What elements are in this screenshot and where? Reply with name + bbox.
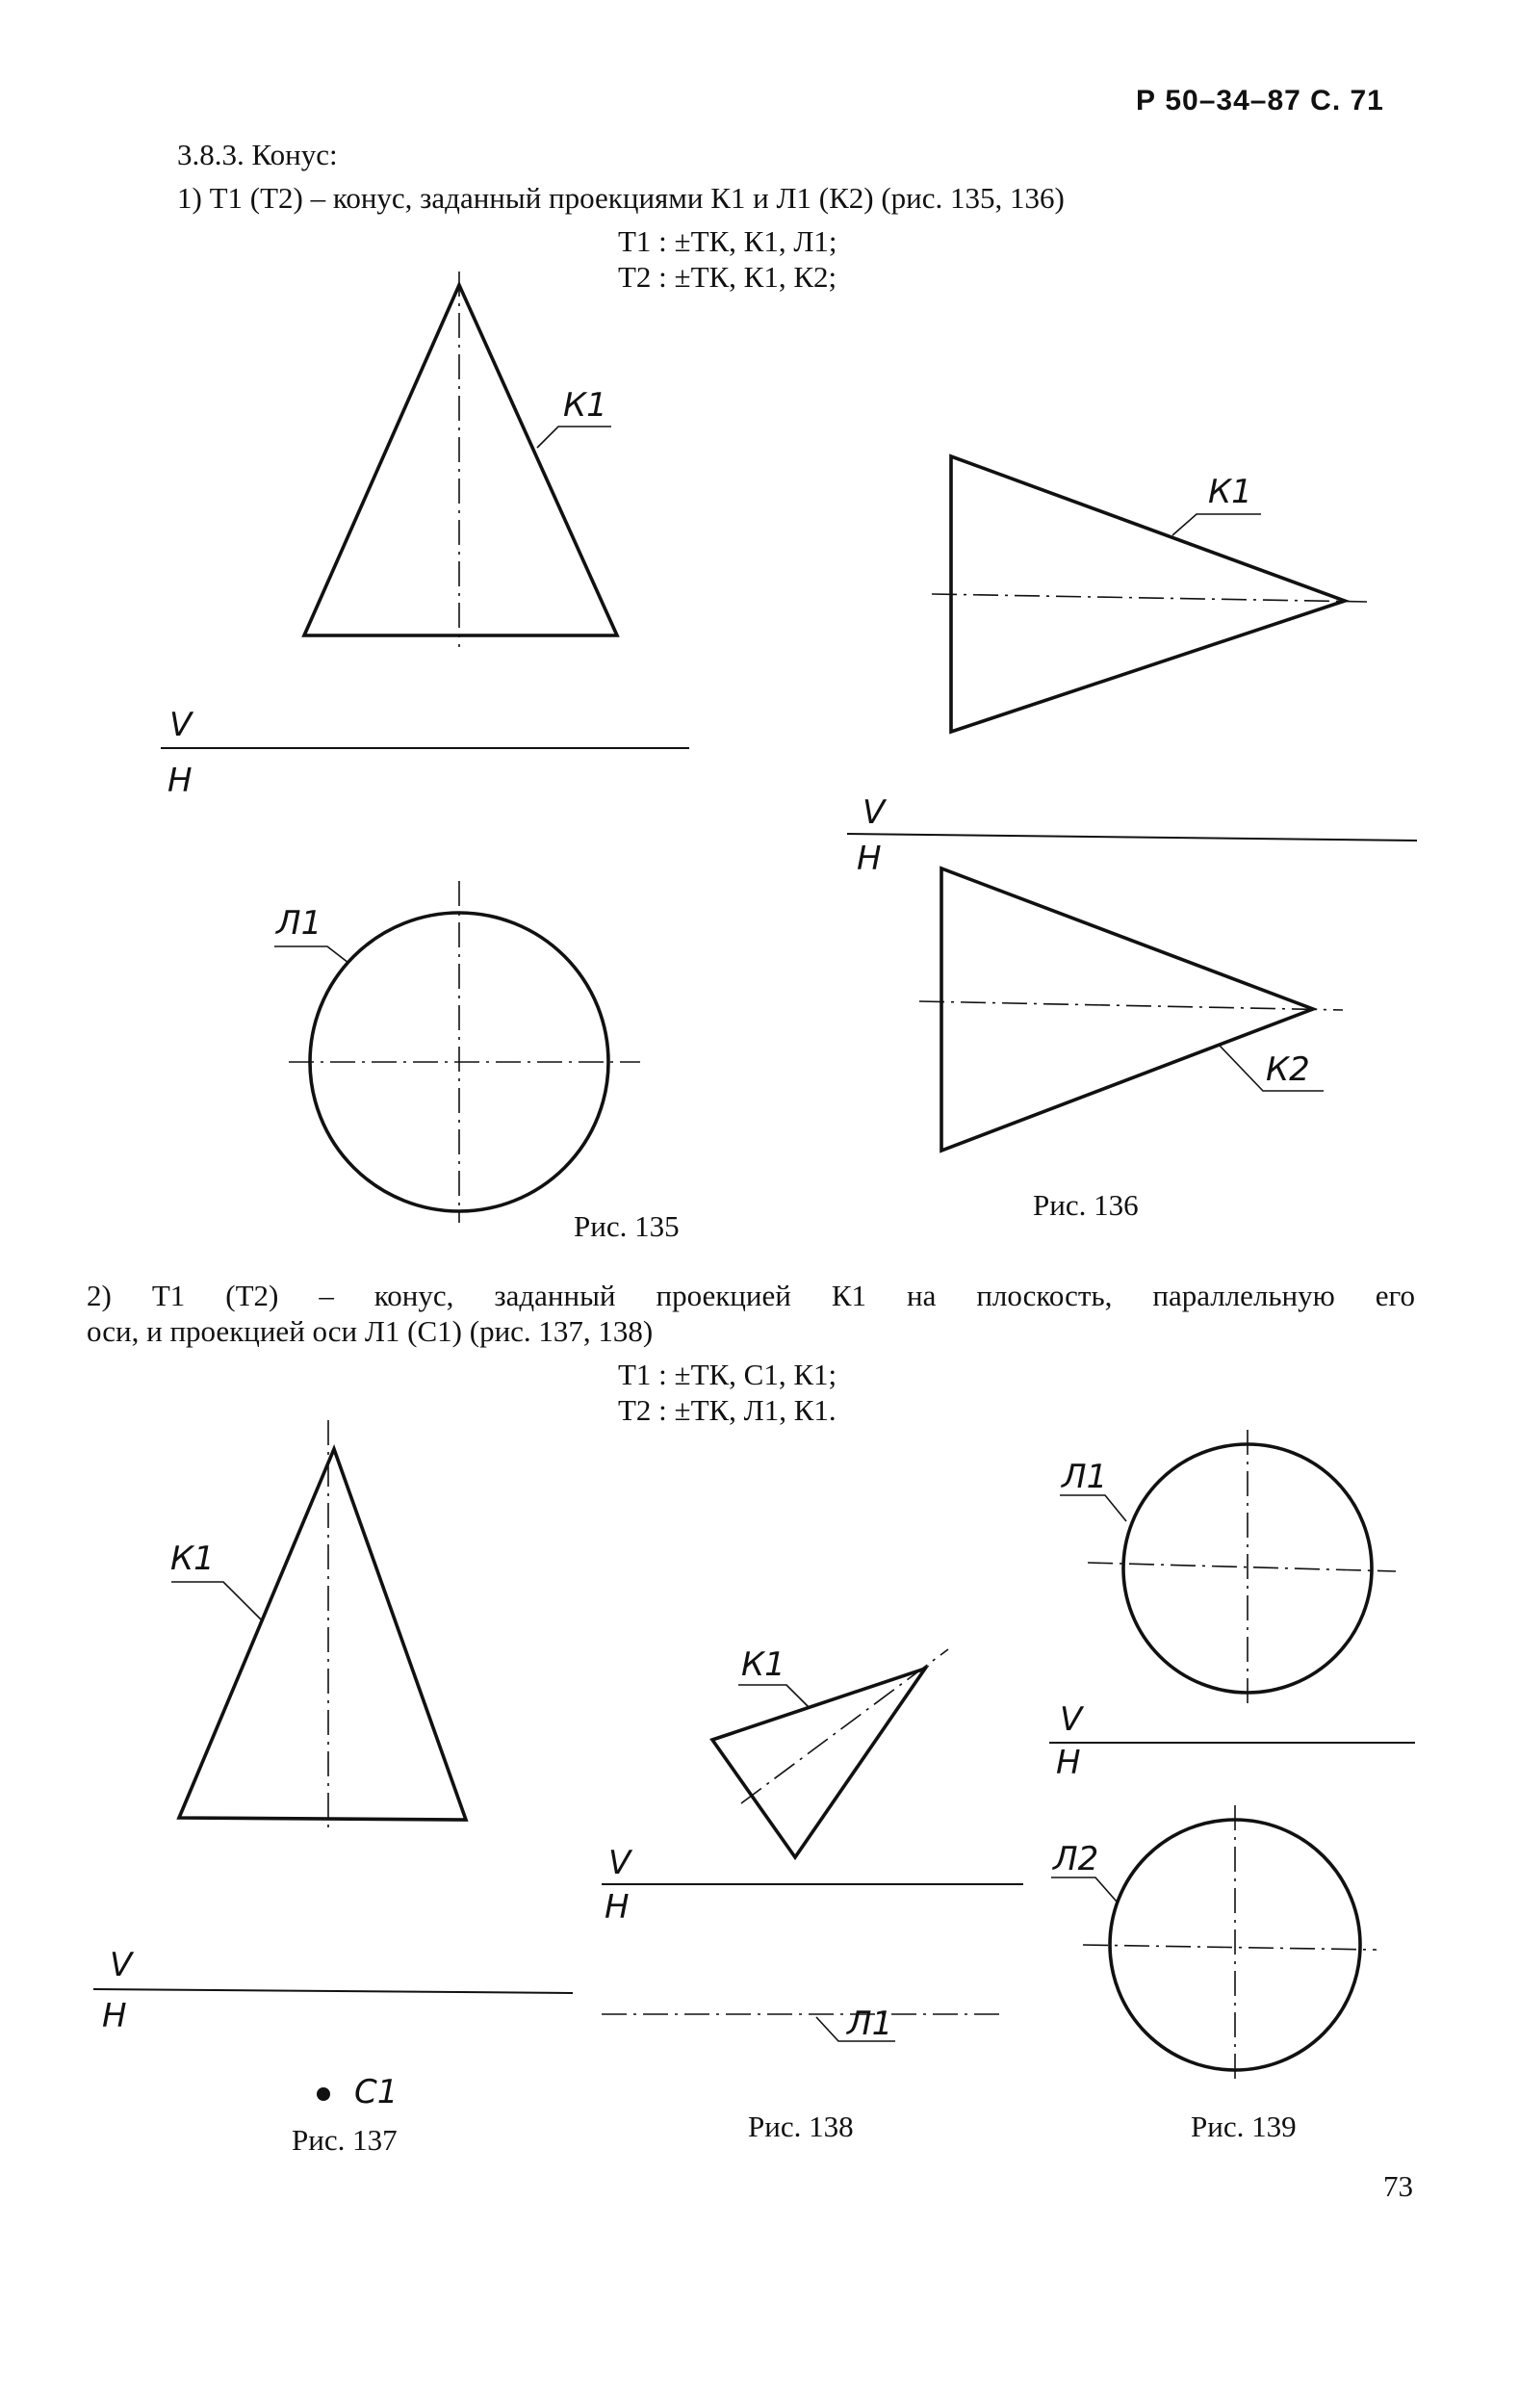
- fig135-k1-leader: [537, 427, 611, 448]
- item2-formula-1: Т1 : ±ТК, С1, К1;: [618, 1358, 837, 1391]
- fig136-cone-k1: [951, 456, 1345, 732]
- fig136-caption: Рис. 136: [1033, 1188, 1139, 1222]
- running-header: Р 50–34–87 С. 71: [1136, 85, 1384, 117]
- fig136-k1-axis: [932, 594, 1367, 602]
- fig139-l2-leader: [1051, 1877, 1117, 1902]
- fig139-label-l2: Л2: [1053, 1840, 1099, 1878]
- section-heading: 3.8.3. Конус:: [177, 138, 338, 171]
- fig139-label-l1: Л1: [1062, 1458, 1108, 1496]
- fig138-label-h: H: [605, 1888, 630, 1927]
- item1-text: 1) Т1 (Т2) – конус, заданный проекциями К1 и Л1 (К2) (рис. 135, 136): [177, 181, 1065, 215]
- fig136-cone-k2: [941, 868, 1313, 1151]
- figure-138: [602, 1645, 1023, 2043]
- figure-135: [161, 272, 689, 1223]
- item2-text-line1: 2) Т1 (Т2) – конус, заданный проекцией К1 на плоскость, параллельную его: [87, 1279, 1415, 1312]
- fig137-point-c1: [317, 2087, 330, 2101]
- fig137-label-k1: К1: [170, 1540, 215, 1578]
- fig136-label-v: V: [862, 793, 886, 832]
- fig135-l1-leader: [274, 946, 348, 963]
- fig137-cone-triangle: [179, 1449, 466, 1820]
- figure-136: [847, 456, 1417, 1151]
- fig138-label-l1: Л1: [847, 2005, 893, 2043]
- fig136-label-k1: К1: [1208, 473, 1252, 511]
- fig137-label-v: V: [110, 1946, 133, 1984]
- fig136-label-k2: К2: [1266, 1050, 1310, 1089]
- fig135-label-h: H: [167, 762, 193, 800]
- fig139-l1-leader: [1060, 1495, 1126, 1521]
- fig137-caption: Рис. 137: [292, 2123, 398, 2157]
- fig136-vh-line: [847, 834, 1417, 841]
- fig135-label-v: V: [169, 706, 193, 744]
- fig138-label-k1: К1: [741, 1645, 785, 1684]
- fig136-label-h: H: [857, 840, 882, 878]
- fig139-label-h: H: [1056, 1744, 1081, 1782]
- fig139-l1-horizontal-axis: [1088, 1563, 1396, 1571]
- fig137-k1-leader: [171, 1582, 262, 1620]
- fig136-k1-leader: [1172, 514, 1261, 535]
- fig135-label-l1: Л1: [276, 904, 322, 943]
- fig139-caption: Рис. 139: [1191, 2110, 1297, 2143]
- fig137-vh-line: [93, 1989, 573, 1993]
- fig135-cone-triangle: [304, 285, 617, 635]
- item2-formula-2: Т2 : ±ТК, Л1, К1.: [618, 1393, 837, 1427]
- fig138-caption: Рис. 138: [748, 2110, 854, 2143]
- fig139-label-v: V: [1060, 1700, 1083, 1739]
- item2-text-line2: оси, и проекцией оси Л1 (С1) (рис. 137, 138): [87, 1314, 654, 1348]
- fig139-l2-horizontal-axis: [1083, 1945, 1377, 1950]
- item1-formula-2: Т2 : ±ТК, К1, К2;: [618, 260, 837, 294]
- fig138-label-v: V: [608, 1844, 631, 1882]
- page-number: 73: [1383, 2169, 1413, 2203]
- figure-137: [93, 1420, 573, 2111]
- fig136-k2-axis: [919, 1001, 1343, 1010]
- fig138-k1-leader: [738, 1685, 809, 1707]
- fig135-label-k1: К1: [563, 386, 607, 425]
- figure-139: [1049, 1430, 1415, 2084]
- fig138-cone-triangle: [712, 1669, 925, 1857]
- item1-formula-1: Т1 : ±ТК, К1, Л1;: [618, 224, 837, 258]
- fig135-caption: Рис. 135: [574, 1209, 680, 1243]
- fig137-label-h: H: [102, 1997, 127, 2035]
- fig137-label-c1: С1: [354, 2073, 399, 2111]
